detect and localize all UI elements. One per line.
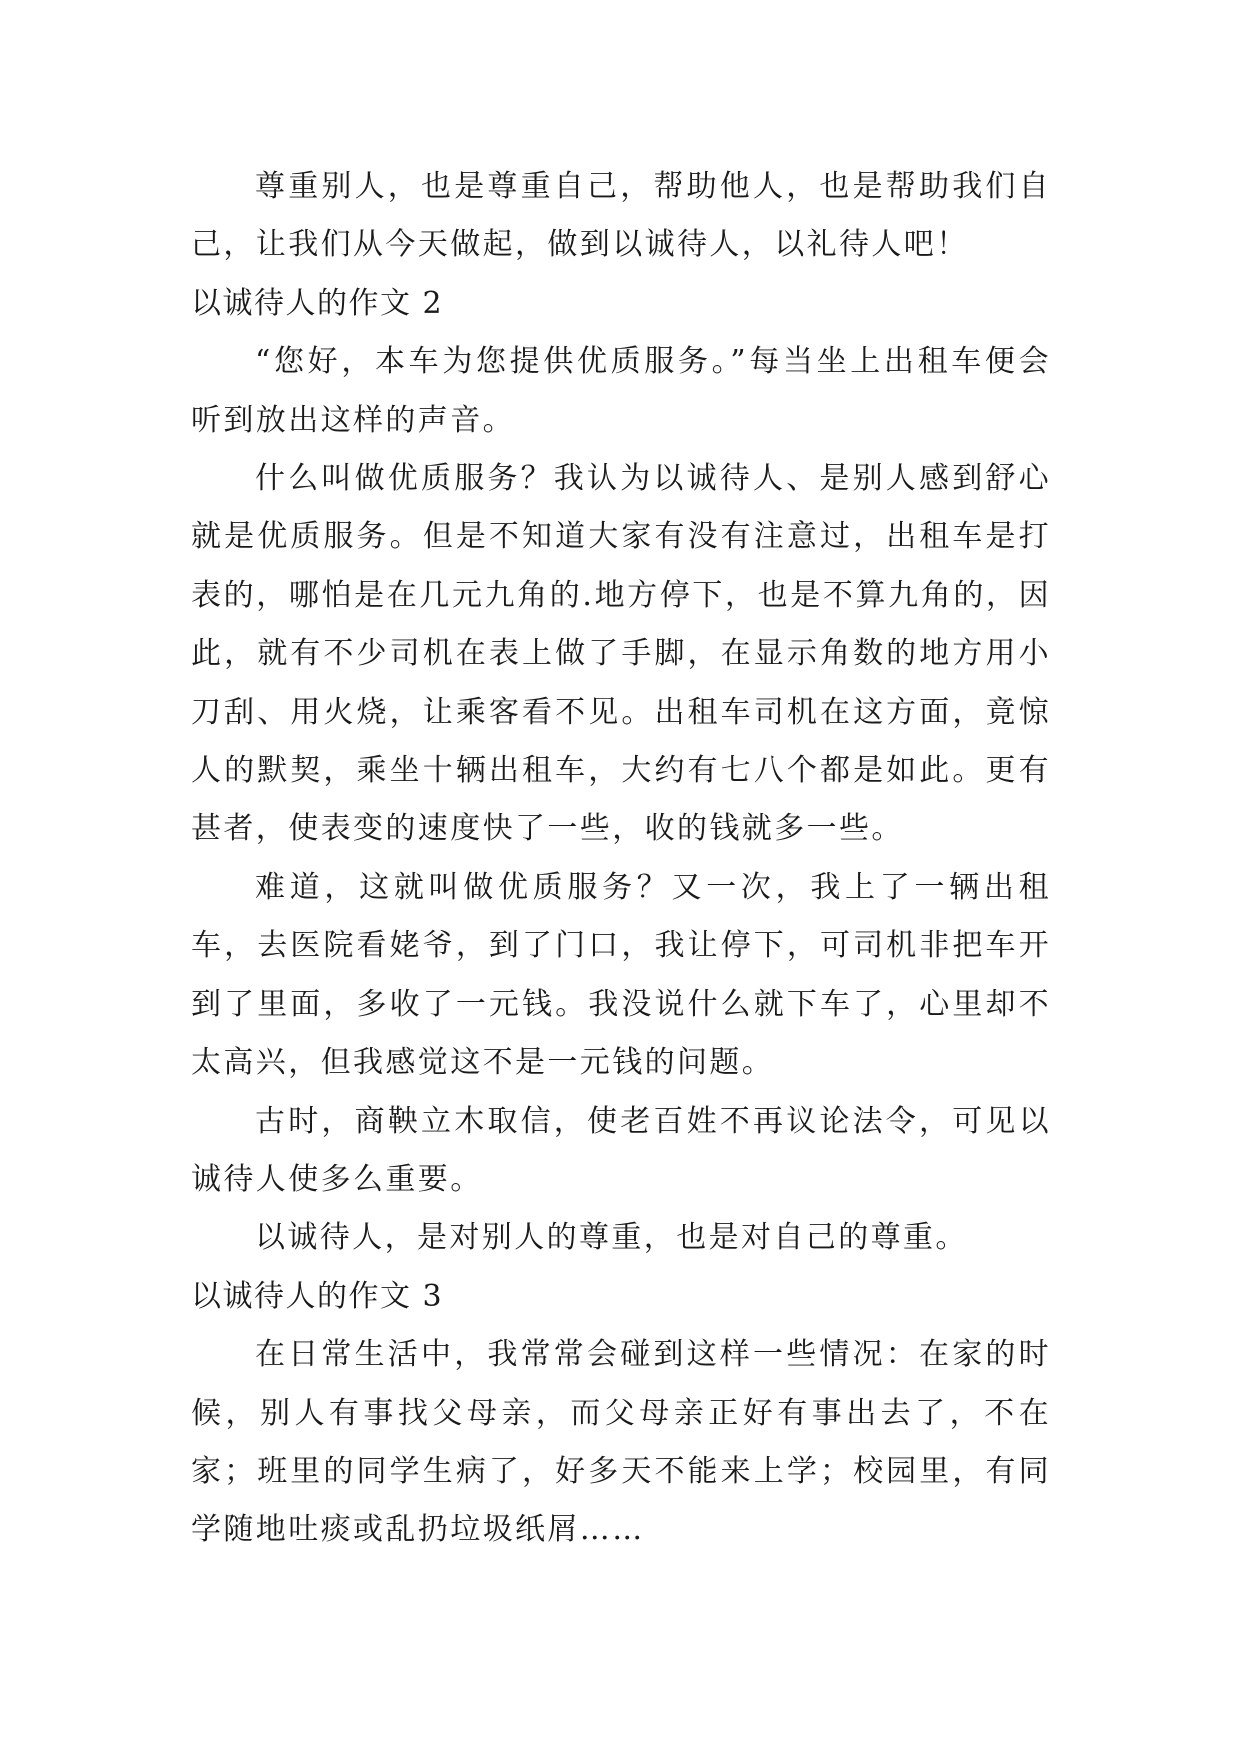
section-heading: 以诚待人的作文 2 bbox=[191, 285, 444, 321]
paragraph: 以诚待人，是对别人的尊重，也是对自己的尊重。 bbox=[255, 1220, 968, 1256]
paragraph: 尊重别人，也是尊重自己，帮助他人，也是帮助我们自己，让我们从今天做起，做到以诚待人，以礼待人吧！ bbox=[191, 169, 1051, 263]
paragraph: “您好，本车为您提供优质服务。”每当坐上出租车便会听到放出这样的声音。 bbox=[191, 344, 1051, 438]
paragraph: 难道，这就叫做优质服务？又一次，我上了一辆出租车，去医院看姥爷，到了门口，我让停下，可司机非把车开到了里面，多收了一元钱。我没说什么就下车了，心里却不太高兴，但我感觉这不是一元钱的问题。 bbox=[191, 869, 1051, 1081]
paragraph: 什么叫做优质服务？我认为以诚待人、是别人感到舒心就是优质服务。但是不知道大家有没有注意过，出租车是打表的，哪怕是在几元九角的.地方停下，也是不算九角的，因此，就有不少司机在表上做了手脚，在显示角数的地方用小刀刮、用火烧，让乘客看不见。出租车司机在这方面，竟惊人的默契，乘坐十辆出租车，大约有七八个都是如此。更有甚者，使表变的速度快了一些，收的钱就多一些。 bbox=[191, 461, 1051, 847]
document-body bbox=[191, 158, 1051, 1560]
paragraph: 在日常生活中，我常常会碰到这样一些情况：在家的时候，别人有事找父母亲，而父母亲正好有事出去了，不在家；班里的同学生病了，好多天不能来上学；校园里，有同学随地吐痰或乱扔垃圾纸屑…… bbox=[191, 1337, 1051, 1548]
section-heading: 以诚待人的作文 3 bbox=[191, 1278, 444, 1314]
paragraph: 古时，商鞅立木取信，使老百姓不再议论法令，可见以诚待人使多么重要。 bbox=[191, 1103, 1051, 1197]
